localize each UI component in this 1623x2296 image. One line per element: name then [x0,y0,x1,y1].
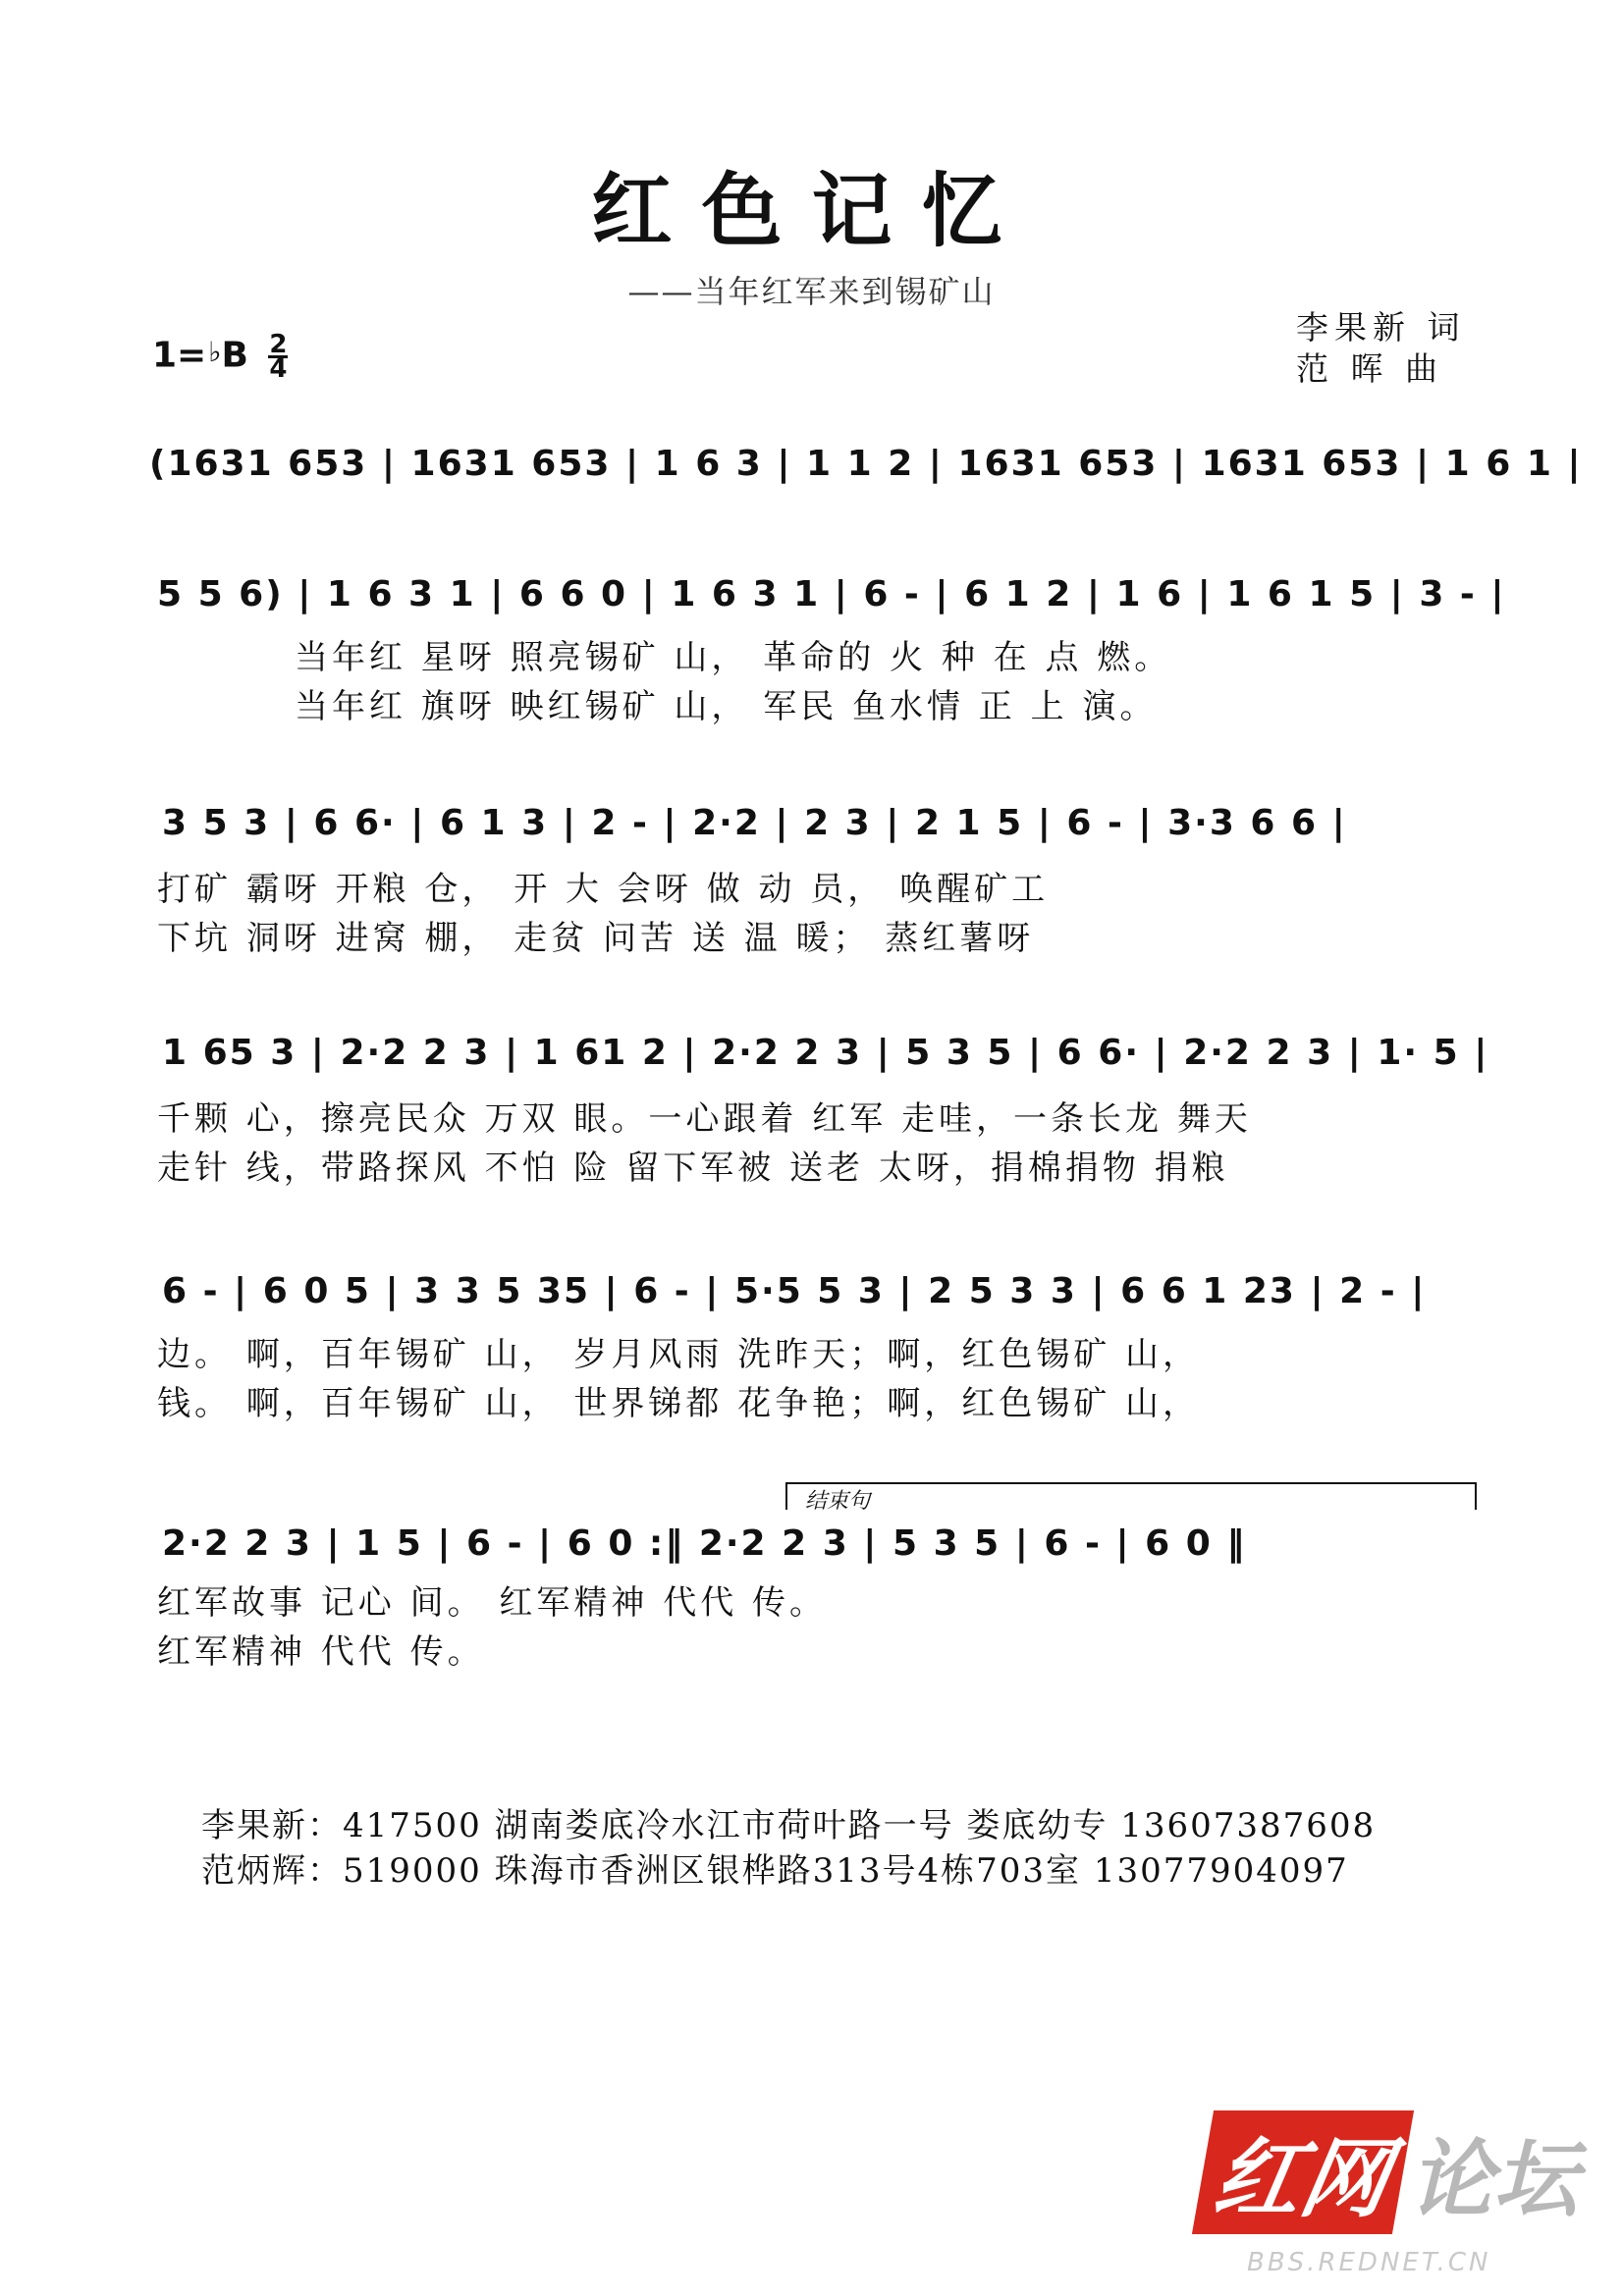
lyric-verse-2-line-6: 红军精神 代代 传。 [157,1632,485,1672]
logo-hong: 红网 [1192,2110,1414,2234]
lyric-verse-2-line-3: 下坑 洞呀 进窝 棚， 走贫 问苦 送 温 暖； 蒸红薯呀 [157,919,1035,958]
time-top: 2 [269,330,288,359]
key-label: 1= [152,335,207,376]
time-signature [268,330,288,384]
lyric-verse-1-line-3: 打矿 霸呀 开粮 仓， 开 大 会呀 做 动 员， 唤醒矿工 [157,870,1050,909]
score-system-6: 2·2 2 3 | 1 5 | 6 - | 6 0 :‖ 2·2 2 3 | 5 3 5 | 6 - | 6 0 ‖ [162,1523,1247,1564]
contact-composer: 范炳辉：519000 珠海市香洲区银桦路313号4栋703室 13077904097 [201,1851,1349,1891]
song-subtitle: ——当年红军来到锡矿山 [627,273,996,310]
lyric-verse-1-line-4: 千颗 心，擦亮民众 万双 眼。一心跟着 红军 走哇，一条长龙 舞天 [157,1099,1252,1139]
lyricist-credit: 李果新 词 [1296,308,1466,347]
lyric-verse-1-line-5: 边。 啊，百年锡矿 山， 岁月风雨 洗昨天；啊，红色锡矿 山， [157,1335,1201,1374]
score-system-2: 5 5 6) | 1 6 3 1 | 6 6 0 | 1 6 3 1 | 6 - | 6 1 2 | 1 6 | 1 6 1 5 | 3 - | [157,574,1506,614]
lyric-verse-2-line-4: 走针 线，带路探风 不怕 险 留下军被 送老 太呀，捐棉捐物 捐粮 [157,1148,1229,1188]
lyric-verse-2-line-5: 钱。 啊，百年锡矿 山， 世界锑都 花争艳；啊，红色锡矿 山， [157,1384,1201,1423]
key-note: B [221,335,248,376]
ending-bracket [785,1482,1477,1510]
composer-credit: 范 晖 曲 [1296,349,1443,388]
song-title: 红色记忆 [591,165,1032,258]
logo-url: BBS.REDNET.CN [1247,2248,1491,2277]
key-signature [152,330,288,384]
ending-label: 结束句 [805,1489,871,1514]
contact-lyricist: 李果新：417500 湖南娄底冷水江市荷叶路一号 娄底幼专 13607387608 [201,1806,1377,1845]
score-system-3: 3 5 3 | 6 6· | 6 1 3 | 2 - | 2·2 | 2 3 | 2 1 5 | 6 - | 3·3 6 6 | [162,803,1347,843]
lyric-verse-1-line-2: 当年红 星呀 照亮锡矿 山， 革命的 火 种 在 点 燃。 [295,638,1172,677]
time-bottom: 4 [269,354,288,384]
score-system-1: (1631 653 | 1631 653 | 1 6 3 | 1 1 2 | 1631 653 | 1631 653 | 1 6 1 | [149,444,1583,484]
lyric-verse-2-line-2: 当年红 旗呀 映红锡矿 山， 军民 鱼水情 正 上 演。 [295,687,1158,726]
lyric-verse-1-line-6: 红军故事 记心 间。 红军精神 代代 传。 [157,1583,828,1623]
score-system-5: 6 - | 6 0 5 | 3 3 5 35 | 6 - | 5·5 5 3 | 2 5 3 3 | 6 6 1 23 | 2 - | [162,1271,1427,1311]
rednet-logo [1203,2110,1578,2234]
flat-sign: ♭ [208,335,222,368]
score-system-4: 1 65 3 | 2·2 2 3 | 1 61 2 | 2·2 2 3 | 5 3 5 | 6 6· | 2·2 2 3 | 1· 5 | [162,1033,1489,1073]
logo-luntan: 论坛 [1409,2131,1579,2229]
